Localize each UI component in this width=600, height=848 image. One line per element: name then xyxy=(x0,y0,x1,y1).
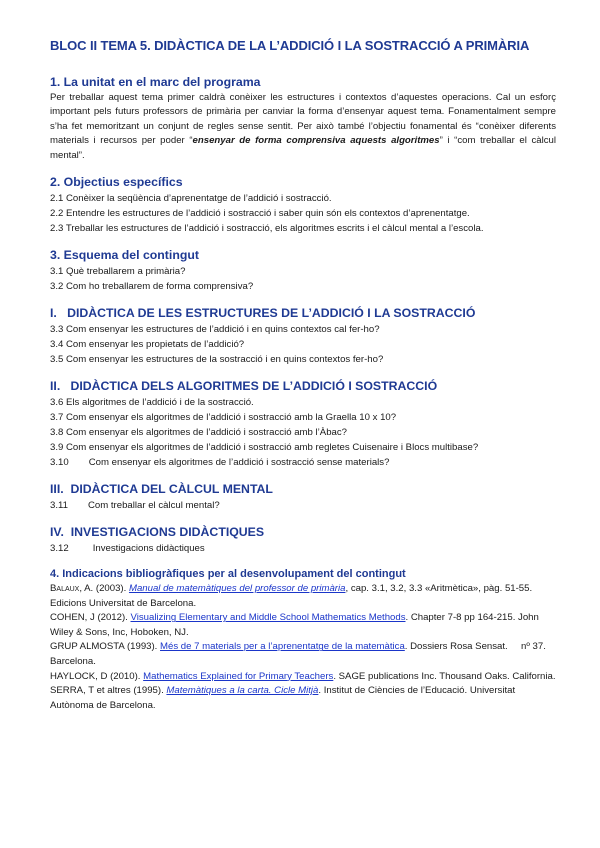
ref-text: COHEN, J (2012). xyxy=(50,612,131,624)
section-paragraph xyxy=(50,91,556,163)
part-heading: III. DIDÀCTICA DEL CÀLCUL MENTAL xyxy=(50,482,273,497)
list-item: 2.2 Entendre les estructures de l’addició i sostracció i saber quin són els contextos d’aprenentatge. xyxy=(50,208,470,220)
bibliography-entry xyxy=(50,640,556,669)
section-heading: 2. Objectius específics xyxy=(50,175,183,190)
ref-text: . Chapter 7-8 pp 164-215. John Wiley & Sons, Inc, Hoboken, NJ. xyxy=(50,612,539,638)
list-item xyxy=(50,541,556,556)
item-number: 3.11 xyxy=(50,500,68,512)
part-heading: II. DIDÀCTICA DELS ALGORITMES DE L’ADDICIÓ I SOSTRACCIÓ xyxy=(50,379,438,394)
document-title: BLOC II TEMA 5. DIDÀCTICA DE LA L’ADDICIÓ I LA SOSTRACCIÓ A PRIMÀRIA xyxy=(50,38,530,53)
ref-text: SERRA, T et altres (1995). xyxy=(50,685,167,697)
ref-link[interactable]: Matemàtiques a la carta. Cicle Mitjà xyxy=(166,685,319,697)
section-bibliografia xyxy=(50,568,556,713)
ref-text: , A. (2003). xyxy=(79,583,129,595)
ref-text: . SAGE publications Inc. Thousand Oaks. California. xyxy=(333,670,556,682)
item-number: 3.10 xyxy=(50,457,69,469)
list-item: 3.1 Què treballarem a primària? xyxy=(50,266,186,278)
emphasis-text: ensenyar de forma comprensiva aquests algoritmes xyxy=(192,135,440,147)
item-text: Com ensenyar els algoritmes de l’addició i sostracció sense materials? xyxy=(88,457,390,469)
list-item: 3.5 Com ensenyar les estructures de la sostracció i en quins contextos fer-ho? xyxy=(50,354,384,366)
ref-text: HAYLOCK, D (2010). xyxy=(50,670,144,682)
list-item: 3.8 Com ensenyar els algoritmes de l’addició i sostracció amb l’Àbac? xyxy=(50,427,348,439)
section-heading: 1. La unitat en el marc del programa xyxy=(50,75,261,89)
section-esquema xyxy=(50,248,556,294)
item-text: Investigacions didàctiques xyxy=(92,543,205,555)
list-item: 3.6 Els algoritmes de l’addició i de la sostracció. xyxy=(50,397,254,409)
list-item: 3.2 Com ho treballarem de forma comprensiva? xyxy=(50,281,254,293)
list-item: 2.1 Conèixer la seqüència d’aprenentatge de l’addició i sostracció. xyxy=(50,193,332,205)
ref-text: . Institut de Ciències de l’Educació. Universitat Autònoma de Barcelona. xyxy=(50,685,516,711)
document-page xyxy=(50,38,556,713)
item-number: 3.12 xyxy=(50,543,69,555)
ref-link[interactable]: Manual de matemàtiques del professor de primària xyxy=(128,583,346,595)
ref-author: Balaux xyxy=(50,583,80,595)
bibliography-entry xyxy=(50,611,556,640)
ref-text: . Dossiers Rosa Sensat. nº 37. Barcelona. xyxy=(50,641,549,667)
list-item: 3.3 Com ensenyar les estructures de l’addició i en quins contextos cal fer-ho? xyxy=(50,324,380,336)
section-heading: 3. Esquema del contingut xyxy=(50,248,199,263)
bibliography-entry xyxy=(50,670,556,685)
list-item: 2.3 Treballar les estructures de l’addició i sostracció, els algoritmes escrits i el càlcul mental a l’escola. xyxy=(50,223,484,235)
part-heading: I. DIDÀCTICA DE LES ESTRUCTURES DE L’ADDICIÓ I LA SOSTRACCIÓ xyxy=(50,306,476,321)
part-i xyxy=(50,306,556,367)
ref-text: , cap. 3.1, 3.2, 3.3 «Aritmètica», pàg. 51-55. Edicions Universitat de Barcelona. xyxy=(50,583,533,609)
part-iii xyxy=(50,482,556,513)
bibliography-entry xyxy=(50,582,556,611)
item-text: Com treballar el càlcul mental? xyxy=(87,500,220,512)
bibliography-entry xyxy=(50,684,556,713)
part-heading: IV. INVESTIGACIONS DIDÀCTIQUES xyxy=(50,525,265,540)
part-iv xyxy=(50,525,556,556)
list-item: 3.4 Com ensenyar les propietats de l’addició? xyxy=(50,339,245,351)
list-item: 3.9 Com ensenyar els algoritmes de l’addició i sostracció amb regletes Cuisenaire i Blocs multibase? xyxy=(50,442,479,454)
list-item xyxy=(50,498,556,513)
paragraph-text: Per treballar aquest tema primer caldrà conèixer les estructures i contextos d’aquestes operacions. Cal un esforç important pels futurs professors de primària per canviar la forma d’ensenyar aquest tema. Fonamentalment sempre s’ha fet memoritzant un conjunt de regles sense sentit. Per això també l’objectiu fonamental és “conèixer diferents materials i recursos per poder “ xyxy=(50,92,556,147)
section-heading: 4. Indicacions bibliogràfiques per al desenvolupament del contingut xyxy=(50,568,406,581)
list-item xyxy=(50,455,556,470)
section-programa xyxy=(50,75,556,163)
ref-link[interactable]: Més de 7 materials per a l’aprenentatge de la matemàtica xyxy=(160,641,405,653)
section-objectius xyxy=(50,175,556,236)
list-item: 3.7 Com ensenyar els algoritmes de l’addició i sostracció amb la Graella 10 x 10? xyxy=(50,412,397,424)
ref-link[interactable]: Mathematics Explained for Primary Teachers xyxy=(143,670,334,682)
part-ii xyxy=(50,379,556,470)
paragraph-text-end: ” i “com treballar el càlcul mental”. xyxy=(50,135,556,161)
ref-text: GRUP ALMOSTA (1993). xyxy=(50,641,161,653)
ref-link[interactable]: Visualizing Elementary and Middle School Mathematics Methods xyxy=(130,612,406,624)
